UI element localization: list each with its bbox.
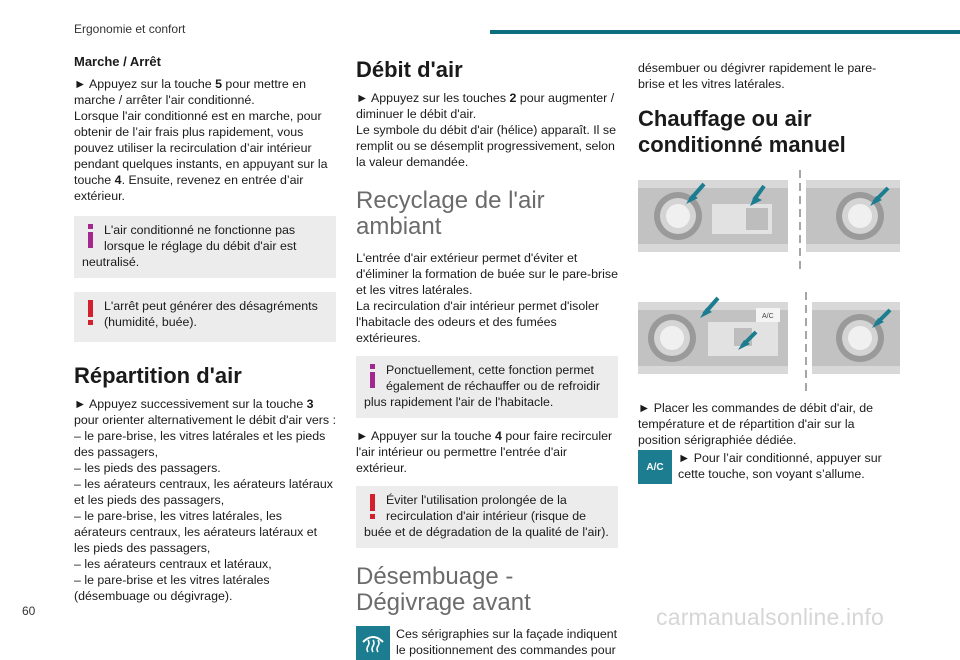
heading-marche-arret: Marche / Arrêt	[74, 54, 161, 69]
list-item: – le pare-brise, les vitres latérales et les pieds des passagers,	[74, 429, 326, 459]
para-marche: ► Appuyez sur la touche 5 pour mettre en marche / arrêter l'air conditionné.	[74, 77, 307, 107]
ac-block	[638, 450, 900, 482]
page-number: 60	[22, 604, 36, 618]
defrost-icon	[356, 626, 390, 660]
para-recirculer: ► Appuyer sur la touche 4 pour faire recirculer l'air intérieur ou permettre l'entrée d'air extérieur.	[356, 429, 613, 475]
list-item: – le pare-brise et les vitres latérales (désembuage ou dégivrage).	[74, 573, 270, 603]
para-debit-symbol: Le symbole du débit d'air (hélice) apparaît. Il se remplit ou se désemplit progressivement, selon la valeur demandée.	[356, 123, 616, 169]
para-ac: ► Pour l’air conditionné, appuyer sur cette touche, son voyant s’allume.	[678, 451, 882, 481]
running-header: Ergonomie et confort	[74, 22, 186, 36]
info-note: L'air conditionné ne fonctionne pas lorsque le réglage du débit d'air est neutralisé.	[74, 216, 336, 278]
para-placer: ► Placer les commandes de débit d'air, de température et de répartition d'air sur la position sérigraphiée dédiée.	[638, 401, 874, 447]
column-2	[356, 50, 618, 660]
desembuage-block	[356, 626, 618, 658]
para-repartition: ► Appuyez successivement sur la touche 3 pour orienter alternativement le débit d'air vers :	[74, 397, 337, 427]
column-1	[74, 50, 336, 604]
info-note: Ponctuellement, cette fonction permet également de réchauffer ou de refroidir plus rapidement l'air de l'habitacle.	[356, 356, 618, 418]
para-recirculation: Lorsque l'air conditionné est en marche, pour obtenir de l’air frais plus rapidement, vous pouvez utiliser la recirculation d’air intérieur pendant quelques instants, en appuyant sur la touche 4. Ensuite, revenez en entrée d’air extérieur.	[74, 109, 328, 203]
warning-icon	[88, 300, 93, 324]
info-icon	[88, 224, 93, 248]
para-debit: ► Appuyez sur les touches 2 pour augmenter / diminuer le débit d'air.	[356, 91, 615, 121]
control-panel-illustration-1	[638, 170, 900, 270]
warning-note: Éviter l'utilisation prolongée de la recirculation d'air intérieur (risque de buée et de dégradation de la qualité de l'air).	[356, 486, 618, 548]
para-desembuage: Ces sérigraphies sur la façade indiquent le positionnement des commandes pour	[396, 627, 618, 657]
list-item: – les pieds des passagers.	[74, 461, 221, 475]
heading-debit: Débit d'air	[356, 57, 463, 82]
warning-note: L'arrêt peut générer des désagréments (humidité, buée).	[74, 292, 336, 342]
list-item: – les aérateurs centraux, les aérateurs latéraux et les pieds des passagers,	[74, 477, 333, 507]
para-continuation: désembuer ou dégivrer rapidement le pare-brise et les vitres latérales.	[638, 61, 877, 91]
list-item: – le pare-brise, les vitres latérales, les aérateurs centraux, les aérateurs latéraux et les pieds des passagers,	[74, 509, 318, 555]
heading-repartition: Répartition d'air	[74, 363, 242, 388]
watermark: carmanualsonline.info	[656, 604, 884, 630]
para-recyclage-1: L'entrée d'air extérieur permet d'éviter et d'éliminer la formation de buée sur le pare-brise et les vitres latérales.	[356, 251, 619, 297]
heading-recyclage: Recyclage de l'air ambiant	[356, 187, 545, 240]
para-recyclage-2: La recirculation d'air intérieur permet d'isoler l'habitacle des odeurs et des fumées extérieures.	[356, 299, 600, 345]
column-3	[638, 50, 900, 484]
heading-desembuage: Désembuage - Dégivrage avant	[356, 563, 531, 616]
heading-chauffage: Chauffage ou air conditionné manuel	[638, 106, 846, 157]
header-accent-bar	[490, 30, 960, 34]
info-icon	[370, 364, 375, 388]
ac-button-label: A/C	[762, 313, 774, 320]
list-item: – les aérateurs centraux et latéraux,	[74, 557, 272, 571]
warning-icon	[370, 494, 375, 518]
ac-icon: A/C	[638, 450, 672, 484]
control-panel-illustration-2	[638, 292, 900, 392]
